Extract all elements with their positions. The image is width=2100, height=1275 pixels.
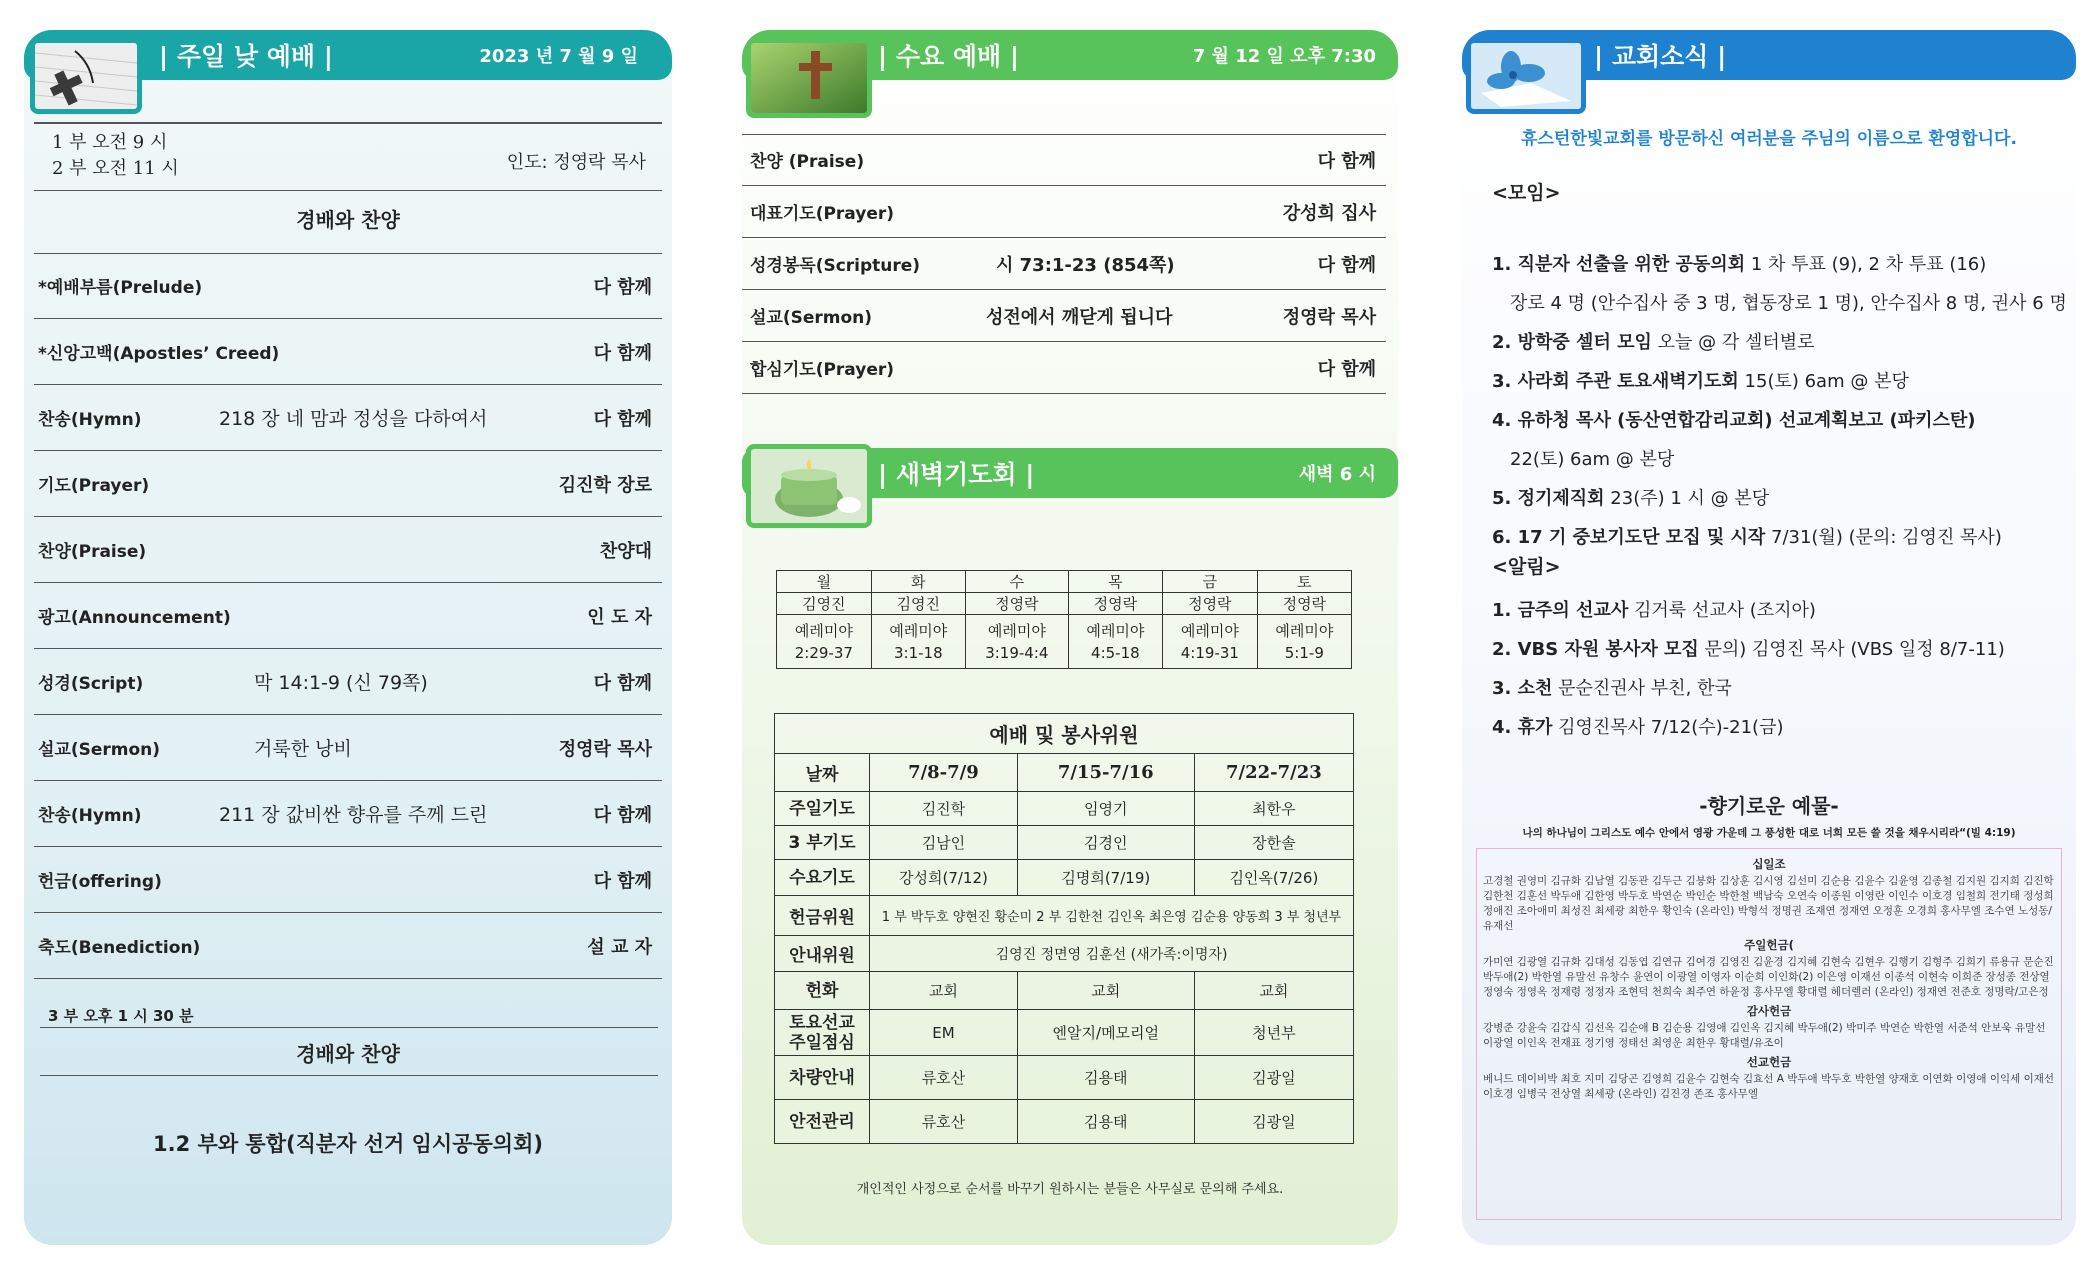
offering-group-names: 베니드 데이비박 최호 지미 김당곤 김영희 김윤수 김현숙 김효선 A 박두애 박두호 박한열 양재호 이연화 이영애 이익세 이재선 이호경 임병국 전상열 최세광 (온라인) 김진경 존조 홍사무엘: [1483, 1073, 2055, 1100]
dawn-scripture: [1163, 615, 1258, 669]
duty-person: 김경인: [1017, 826, 1194, 860]
dawn-scripture: [1068, 615, 1162, 669]
order-detail: 시 73:1-23 (854쪽): [996, 254, 1175, 276]
order-label: 기도(Prayer): [38, 476, 150, 496]
dawn-texts-row: [777, 615, 1352, 669]
dawn-scripture: [777, 615, 872, 669]
dawn-verse: 3:1-18: [893, 643, 943, 662]
meeting-item-detail: 오늘 @ 각 셀터별로: [1651, 332, 1815, 353]
meeting-item-title: 5. 정기제직회: [1492, 488, 1605, 509]
order-leader: 다 함께: [1317, 358, 1376, 380]
notice-item: [1492, 596, 1816, 622]
order-leader: 다 함께: [1317, 254, 1376, 276]
divider: [34, 122, 662, 124]
duty-row: [775, 1010, 1354, 1056]
order-detail: 성전에서 깨닫게 됩니다: [986, 306, 1173, 328]
notice-item-detail: 문순진권사 부친, 한국: [1552, 678, 1732, 699]
duty-person: 장한솔: [1194, 826, 1353, 860]
meeting-item: [1492, 250, 1986, 276]
meeting-item: [1510, 445, 1674, 471]
service-time-1: 1 부 오전 9 시: [52, 132, 168, 153]
order-detail: 거룩한 낭비: [254, 738, 352, 760]
offering-committee-value: 1 부 박두호 양현진 황순미 2 부 김한천 김인옥 최은영 김순용 양동희 3 부 청년부: [870, 896, 1354, 936]
order-row: [34, 517, 662, 583]
dawn-book: 예레미야: [1086, 621, 1145, 640]
order-label: 성경(Script): [38, 674, 144, 694]
order-label: 대표기도(Prayer): [750, 204, 895, 224]
duty-person: 엔알지/메모리얼: [1017, 1010, 1194, 1056]
duty-person: 김용태: [1017, 1056, 1194, 1100]
dawn-leader: 정영락: [1068, 593, 1162, 615]
duty-person: 김광일: [1194, 1056, 1353, 1100]
usher-row: [775, 936, 1354, 972]
duty-person: 임영기: [1017, 792, 1194, 826]
sunday-service-panel: [24, 30, 672, 1245]
dawn-day: 화: [871, 571, 965, 593]
order-row: [34, 913, 662, 979]
duty-row: [775, 860, 1354, 896]
duty-person: 교회: [1194, 972, 1353, 1010]
order-leader: 정영락 목사: [558, 738, 652, 760]
duty-person: 김광일: [1194, 1100, 1353, 1144]
order-detail: 막 14:1-9 (신 79쪽): [254, 672, 428, 694]
meeting-item-detail: 1 차 투표 (9), 2 차 투표 (16): [1745, 254, 1987, 275]
order-label: 광고(Announcement): [38, 608, 231, 628]
meeting-item: [1492, 367, 1909, 393]
order-leader: 김진학 장로: [558, 474, 652, 496]
order-label: *예배부름(Prelude): [38, 278, 203, 298]
notice-item-detail: 문의) 김영진 목사 (VBS 일정 8/7-11): [1698, 639, 2005, 660]
duty-header-cell: 7/22-7/23: [1194, 754, 1353, 792]
duty-role-line: 주일점심: [789, 1032, 855, 1053]
dawn-day: 금: [1163, 571, 1258, 593]
notice-item: [1492, 635, 2005, 661]
notice-item-detail: 김영진목사 7/12(수)-21(금): [1552, 717, 1784, 738]
order-row: [34, 847, 662, 913]
duty-person: 김인옥(7/26): [1194, 860, 1353, 896]
duty-row: [775, 1100, 1354, 1144]
order-label: 헌금(offering): [38, 872, 162, 892]
dawn-scripture: [1257, 615, 1351, 669]
offering-group-names: 강병준 강윤숙 김갑식 김선옥 김순애 B 김순용 김영애 김인옥 김지혜 박두애(2) 박미주 박연순 박한열 서준석 안보욱 유말선 이광열 이인옥 전재표 정기영 정태선 최영운 최한우 황대렬/유조이: [1483, 1022, 2046, 1049]
dawn-scripture: [871, 615, 965, 669]
duty-row: [775, 1056, 1354, 1100]
duty-role: 수요기도: [775, 860, 870, 896]
dawn-leader: 정영락: [1163, 593, 1258, 615]
offering-group-title: 감사헌금: [1746, 1004, 1792, 1018]
order-label: 설교(Sermon): [38, 740, 161, 760]
dawn-day: 월: [777, 571, 872, 593]
order-row: [34, 319, 662, 385]
dawn-book: 예레미야: [1180, 621, 1239, 640]
meeting-item-title: 4. 유하청 목사 (동산연합감리교회) 선교계획보고 (파키스탄): [1492, 410, 1976, 431]
notice-item-title: 4. 휴가: [1492, 717, 1553, 738]
meeting-item-detail: 장로 4 명 (안수집사 중 3 명, 협동장로 1 명), 안수집사 8 명, 권사 6 명: [1510, 293, 2067, 314]
order-label: 설교(Sermon): [750, 308, 873, 328]
duty-person: 김진학: [870, 792, 1018, 826]
duty-row: [775, 826, 1354, 860]
order-leader: 강성희 집사: [1282, 202, 1376, 224]
order-label: 찬양(Praise): [38, 542, 147, 562]
duty-person: EM: [870, 1010, 1018, 1056]
dawn-book: 예레미야: [1275, 621, 1334, 640]
order-row: [742, 238, 1386, 290]
wooden-cross-image: [746, 38, 872, 118]
church-news-panel: [1462, 30, 2076, 1245]
order-leader: 다 함께: [593, 408, 652, 430]
order-row: [742, 290, 1386, 342]
order-label: 찬송(Hymn): [38, 806, 142, 826]
duty-role-line: 토요선교: [789, 1012, 855, 1033]
dawn-day: 토: [1257, 571, 1351, 593]
order-row: [34, 781, 662, 847]
dawn-book: 예레미야: [987, 621, 1046, 640]
meeting-item: [1492, 523, 2002, 549]
wednesday-service-date: 7 월 12 일 오후 7:30: [1192, 46, 1376, 67]
notice-header: <알림>: [1492, 556, 1561, 578]
usher-value: 김영진 정면영 김훈선 (새가족:이명자): [870, 936, 1354, 972]
order-leader: 다 함께: [1317, 150, 1376, 172]
duty-role: 3 부기도: [775, 826, 870, 860]
dawn-verse: 4:19-31: [1180, 643, 1239, 662]
duty-person: 최한우: [1194, 792, 1353, 826]
dawn-days-row: [777, 571, 1352, 593]
dawn-prayer-title: | 새벽기도회 |: [878, 460, 1035, 489]
offering-title: -향기로운 예물-: [1699, 794, 1839, 818]
section-title: 경배와 찬양: [296, 208, 400, 232]
order-leader: 인 도 자: [587, 606, 652, 628]
duty-person: 김남인: [870, 826, 1018, 860]
offering-committee-row: [775, 896, 1354, 936]
notice-item-title: 2. VBS 자원 봉사자 모집: [1492, 639, 1699, 660]
order-leader: 정영락 목사: [1282, 306, 1376, 328]
order-row: [742, 186, 1386, 238]
dawn-verse: 3:19-4:4: [985, 643, 1049, 662]
duty-role: 주일기도: [775, 792, 870, 826]
meeting-item-title: 2. 방학중 셀터 모임: [1492, 332, 1652, 353]
order-row: [34, 649, 662, 715]
footnote: 개인적인 사정으로 순서를 바꾸기 원하시는 분들은 사무실로 문의해 주세요.: [856, 1182, 1284, 1197]
order-row: [34, 451, 662, 517]
order-leader: 설 교 자: [587, 936, 652, 958]
offering-group-title: 십일조: [1752, 857, 1786, 871]
dawn-book: 예레미야: [889, 621, 948, 640]
dawn-book: 예레미야: [794, 621, 853, 640]
candle-image: [746, 444, 872, 528]
notice-item-detail: 김거룩 선교사 (조지아): [1628, 600, 1816, 621]
dawn-prayer-time: 새벽 6 시: [1298, 464, 1376, 485]
duty-role: 안전관리: [775, 1100, 870, 1144]
order-label: 찬송(Hymn): [38, 410, 142, 430]
meeting-item: [1492, 484, 1769, 510]
duty-roster-table: [774, 713, 1354, 1144]
notice-item: [1492, 713, 1783, 739]
offering-group-list: [1483, 856, 2055, 1102]
order-label: 축도(Benediction): [38, 938, 201, 958]
order-leader: 다 함께: [593, 672, 652, 694]
dawn-verse: 5:1-9: [1284, 643, 1324, 662]
offering-verse: 나의 하나님이 그리스도 예수 안에서 영광 가운데 그 풍성한 대로 너희 모든 쓸 것을 채우시리라“(빌 4:19): [1522, 827, 2016, 839]
combined-service-note: 1.2 부와 통합(직분자 선거 임시공동의회): [153, 1132, 543, 1156]
duty-row: [775, 972, 1354, 1010]
duty-header-row: [775, 754, 1354, 792]
meeting-item-detail: 7/31(월) (문의: 김영진 목사): [1765, 527, 2002, 548]
order-row: [742, 134, 1386, 186]
order-row: [742, 342, 1386, 394]
duty-person: 류호산: [870, 1056, 1018, 1100]
duty-role: 차량안내: [775, 1056, 870, 1100]
usher-label: 안내위원: [775, 936, 870, 972]
section-title-2: 경배와 찬양: [296, 1042, 400, 1066]
wednesday-service-title: | 수요 예배 |: [878, 42, 1019, 71]
order-leader: 다 함께: [593, 804, 652, 826]
order-leader: 찬양대: [599, 540, 652, 562]
order-label: 찬양 (Praise): [750, 152, 865, 172]
meeting-item: [1510, 289, 2067, 315]
welcome-message: 휴스턴한빛교회를 방문하신 여러분을 주님의 이름으로 환영합니다.: [1521, 129, 2017, 149]
dawn-leader: 김영진: [777, 593, 872, 615]
divider: [34, 190, 662, 191]
order-row: [34, 385, 662, 451]
dawn-leader: 정영락: [965, 593, 1068, 615]
notice-item: [1492, 674, 1732, 700]
duty-person: 김명희(7/19): [1017, 860, 1194, 896]
meeting-item-title: 1. 직분자 선출을 위한 공동의회: [1492, 254, 1746, 275]
order-leader: 다 함께: [593, 342, 652, 364]
divider: [40, 1075, 658, 1076]
order-row: [34, 715, 662, 781]
dawn-leaders-row: [777, 593, 1352, 615]
duty-role: 헌화: [775, 972, 870, 1010]
divider: [40, 1027, 658, 1028]
service-time-2: 2 부 오전 11 시: [52, 158, 179, 179]
dawn-scripture: [965, 615, 1068, 669]
order-detail: 218 장 네 맘과 정성을 다하여서: [219, 408, 488, 430]
dawn-prayer-table: [776, 570, 1352, 669]
notice-item-title: 1. 금주의 선교사: [1492, 600, 1629, 621]
wednesday-service-panel: [742, 30, 1398, 1245]
duty-roster-title: 예배 및 봉사위원: [775, 714, 1354, 754]
duty-header-cell: 7/15-7/16: [1017, 754, 1194, 792]
meeting-item: [1492, 328, 1815, 354]
order-label: 성경봉독(Scripture): [750, 256, 921, 276]
order-leader: 다 함께: [593, 870, 652, 892]
duty-header-cell: 날짜: [775, 754, 870, 792]
dawn-day: 수: [965, 571, 1068, 593]
duty-person: 교회: [1017, 972, 1194, 1010]
sunday-service-date: 2023 년 7 월 9 일: [479, 46, 638, 67]
meeting-item: [1492, 406, 1976, 432]
duty-person: 청년부: [1194, 1010, 1353, 1056]
duty-person: 류호산: [870, 1100, 1018, 1144]
service-times: [52, 130, 179, 182]
offering-group-names: 고경철 권영미 김규화 김남열 김동관 김두근 김붕화 김상훈 김시영 김선미 김순용 김윤수 김윤영 김종철 김지원 김지희 김진학 김한천 김훈선 박두애 김한영 박두호 박연순 박인순 박한철 백남숙 오연숙 이종원 이영란 이인수 이호경 임철희 전기태 정성희 정애진 조아애미 최성진 최세광 최한우 황인숙 (온라인) 박형석 정명권 조재연 정재연 오정훈 오경희 홍사무엘 조수연 노성동/유재선: [1483, 875, 2054, 932]
dawn-day: 목: [1068, 571, 1162, 593]
church-news-title: | 교회소식 |: [1594, 42, 1727, 71]
offering-group-title: 선교헌금: [1746, 1055, 1792, 1069]
duty-role: [775, 1010, 870, 1056]
offering-committee-label: 헌금위원: [775, 896, 870, 936]
leader-label: 인도: 정영락 목사: [506, 152, 646, 173]
offering-group-title: 주일헌금(: [1744, 938, 1794, 952]
duty-person: 교회: [870, 972, 1018, 1010]
offering-names-box: [1476, 848, 2062, 1220]
notice-item-title: 3. 소천: [1492, 678, 1553, 699]
order-label: *신앙고백(Apostles’ Creed): [38, 344, 280, 364]
duty-person: 강성희(7/12): [870, 860, 1018, 896]
order-detail: 211 장 값비싼 향유를 주께 드린: [219, 804, 488, 826]
sunday-service-title: | 주일 낮 예배 |: [159, 42, 333, 71]
dawn-leader: 김영진: [871, 593, 965, 615]
dawn-leader: 정영락: [1257, 593, 1351, 615]
cross-bible-image: [30, 38, 142, 114]
duty-person: 김용태: [1017, 1100, 1194, 1144]
order-leader: 다 함께: [593, 276, 652, 298]
meeting-item-detail: 15(토) 6am @ 본당: [1738, 371, 1909, 392]
meeting-header: <모임>: [1492, 182, 1561, 204]
duty-row: [775, 792, 1354, 826]
dawn-verse: 2:29-37: [794, 643, 853, 662]
service-time-3: 3 부 오후 1 시 30 분: [48, 1007, 194, 1025]
duty-header-cell: 7/8-7/9: [870, 754, 1018, 792]
meeting-item-detail: 22(토) 6am @ 본당: [1510, 449, 1675, 470]
flower-card-image: [1466, 38, 1586, 114]
order-row: [34, 583, 662, 649]
meeting-item-title: 3. 사라회 주관 토요새벽기도회: [1492, 371, 1739, 392]
offering-group-names: 가미연 김광열 김규화 김대성 김동엽 김연규 김여경 김영진 김윤경 김지혜 김현숙 김현우 김행기 김형주 김희기 류용규 문순진 박두애(2) 박한열 유말선 유창수 윤연이 이광열 이영자 이순희 이인화(2) 이은영 이재선 이종석 이현숙 이희준 장성종 전상열 정영숙 정영옥 정재령 정정자 조현덕 천희숙 최주연 하윤정 홍사무엘 황대렬 헤더렐러 (온라인) 정재연 전준호 정명락/고은정: [1483, 956, 2054, 998]
dawn-verse: 4:5-18: [1091, 643, 1140, 662]
meeting-item-title: 6. 17 기 중보기도단 모집 및 시작: [1492, 527, 1766, 548]
order-row: [34, 253, 662, 319]
meeting-item-detail: 23(주) 1 시 @ 본당: [1604, 488, 1770, 509]
order-label: 합심기도(Prayer): [750, 360, 895, 380]
